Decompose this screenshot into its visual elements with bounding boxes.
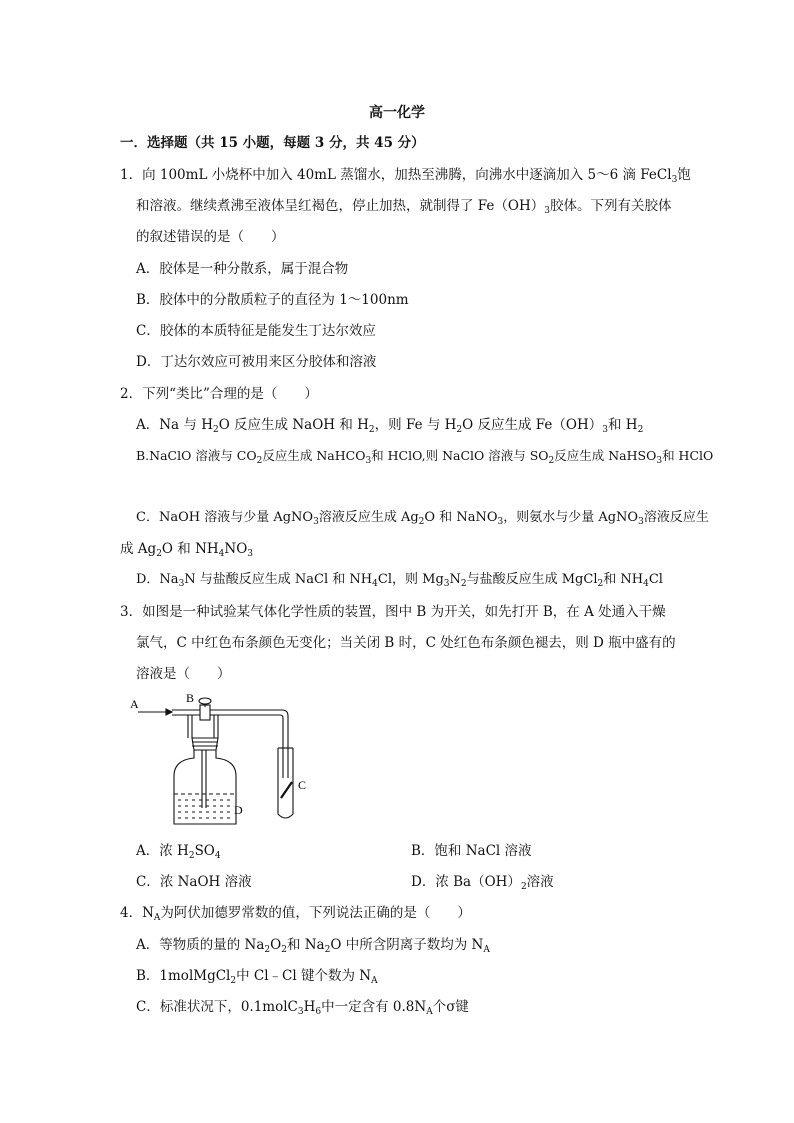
inlet-arrow-head xyxy=(166,709,172,715)
label-d: D xyxy=(234,803,243,817)
q3-option-a: A．浓 $H_2SO_4$ xyxy=(136,843,221,861)
q1-stem-line2: 和溶液。继续煮沸至液体呈红褐色，停止加热，就制得了 $Fe(OH)_3$胶体。下列有关胶体 xyxy=(136,198,672,216)
stopcock-b xyxy=(200,705,210,720)
tube-lower-wall xyxy=(172,715,283,778)
q3-stem-line3: 溶液是（ ） xyxy=(136,666,231,682)
bottle-stopper xyxy=(192,738,218,750)
q4-option-b: B．1molMgCl$_2$中 Cl﹣Cl 键个数为 $N_A$ xyxy=(136,968,378,986)
q2-stem: 2．下列“类比”合理的是（ ） xyxy=(120,386,318,402)
q2-option-a: A．Na 与 $H_2O$ 反应生成 NaOH 和 $H_2$，则 Fe 与 $H_2O$ 反应生成 $Fe(OH)_3$和 $H_2$ xyxy=(136,417,644,435)
tube-upper-wall xyxy=(172,710,288,778)
q1-option-b: B．胶体中的分散质粒子的直径为 1～100nm xyxy=(136,292,409,308)
q3-stem-line2: 氯气，C 中红色布条颜色无变化；当关闭 B 时，C 处红色布条颜色褪去，则 D 瓶中盛有的 xyxy=(136,635,676,651)
stopcock-handle xyxy=(199,698,211,704)
q2-option-c-line2: 成 $Ag_2O$ 和 $NH_4NO_3$ xyxy=(120,541,254,559)
label-c: C xyxy=(298,778,307,792)
q4-option-a: A．等物质的量的 $Na_2O_2$和 $Na_2O$ 中所含阴离子数均为 $N_A$ xyxy=(136,937,490,955)
red-cloth-strip xyxy=(281,782,292,798)
label-a: A xyxy=(130,697,139,711)
q3-option-c: C．浓 NaOH 溶液 xyxy=(136,874,252,890)
q1-stem-line1: 1．向 100mL 小烧杯中加入 40mL 蒸馏水，加热至沸腾，向沸水中逐滴加入 5～6 滴 FeCl$_3$饱 xyxy=(120,167,691,185)
q4-option-c: C．标准状况下，$0.1molC_3H_6$中一定含有 $0.8N_A$个σ键 xyxy=(136,999,469,1017)
q2-option-d: D．$Na_3N$ 与盐酸反应生成 NaCl 和 $NH_4Cl$，则 $Mg_3N_2$与盐酸反应生成 MgCl$_2$和 $NH_4Cl$ xyxy=(136,572,663,589)
page-title: 高一化学 xyxy=(369,105,425,121)
q2-option-c-line1: C．NaOH 溶液与少量 AgNO$_3$溶液反应生成 $Ag_2O$ 和 NaNO$_3$，则氨水与少量 AgNO$_3$溶液反应生 xyxy=(136,510,709,527)
gas-apparatus-diagram xyxy=(130,688,330,834)
q1-stem-line3: 的叙述错误的是（ ） xyxy=(136,229,285,245)
q3-stem-line1: 3．如图是一种试验某气体化学性质的装置，图中 B 为开关，如先打开 B，在 A 处通入干燥 xyxy=(120,604,666,620)
q1-option-d: D．丁达尔效应可被用来区分胶体和溶液 xyxy=(136,354,377,370)
q3-option-b: B．饱和 NaCl 溶液 xyxy=(411,843,532,859)
section-heading: 一．选择题（共 15 小题，每题 3 分，共 45 分） xyxy=(120,135,425,151)
q2-option-b: B.NaClO 溶液与 $CO_2$反应生成 NaHCO$_3$和 HClO,则 NaClO 溶液与 $SO_2$反应生成 NaHSO$_3$和 HClO xyxy=(136,448,714,466)
q4-stem: 4．$N_A$为阿伏加德罗常数的值，下列说法正确的是（ ） xyxy=(120,905,471,923)
q1-option-a: A．胶体是一种分散系，属于混合物 xyxy=(136,261,349,277)
bottle-d xyxy=(174,750,236,824)
q1-option-c: C．胶体的本质特征是能发生丁达尔效应 xyxy=(136,323,376,339)
label-b: B xyxy=(186,691,195,705)
q3-option-d: D．浓 $Ba(OH)_2$溶液 xyxy=(411,874,554,892)
